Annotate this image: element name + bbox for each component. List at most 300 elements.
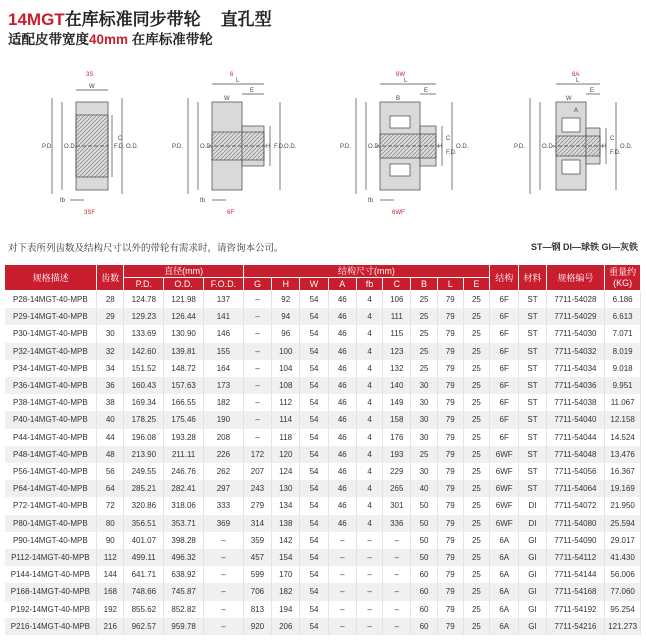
cell-od: 496.32 <box>164 549 204 566</box>
cell-w: 54 <box>300 394 328 411</box>
cell-fb: – <box>356 618 382 635</box>
cell-fod: 155 <box>204 343 244 360</box>
cell-h: 206 <box>272 618 300 635</box>
cell-e: 25 <box>463 446 489 463</box>
cell-part-no: 7711-54030 <box>546 325 605 342</box>
subtitle-post: 在库标准带轮 <box>131 32 213 47</box>
cell-pd: 124.78 <box>124 291 164 309</box>
cell-type: 6F <box>490 429 519 446</box>
cell-material: GI <box>519 601 546 618</box>
cell-fod: 297 <box>204 480 244 497</box>
cell-od: 121.98 <box>164 291 204 309</box>
cell-h: 182 <box>272 583 300 600</box>
dim-label: A <box>574 108 579 114</box>
cell-pd: 151.52 <box>124 360 164 377</box>
cell-fod: – <box>204 532 244 549</box>
cell-pd: 499.11 <box>124 549 164 566</box>
cell-pd: 401.07 <box>124 532 164 549</box>
cell-type: 6WF <box>490 463 519 480</box>
cell-type: 6A <box>490 601 519 618</box>
cell-c: 149 <box>383 394 411 411</box>
cell-part-no: 7711-54072 <box>546 497 605 514</box>
cell-spec: P28-14MGT-40-MPB <box>5 291 97 309</box>
cell-b: 60 <box>411 618 437 635</box>
cell-spec: P112-14MGT-40-MPB <box>5 549 97 566</box>
cell-spec: P192-14MGT-40-MPB <box>5 601 97 618</box>
cell-a: 46 <box>328 360 356 377</box>
cell-material: ST <box>519 343 546 360</box>
cell-b: 30 <box>411 394 437 411</box>
cell-weight: 13.476 <box>605 446 641 463</box>
cell-e: 25 <box>463 291 489 309</box>
cell-w: 54 <box>300 549 328 566</box>
table-row <box>5 291 641 309</box>
cell-a: – <box>328 532 356 549</box>
cell-material: ST <box>519 463 546 480</box>
cell-part-no: 7711-54028 <box>546 291 605 309</box>
cell-w: 54 <box>300 291 328 309</box>
cell-fb: 4 <box>356 497 382 514</box>
cell-l: 79 <box>437 291 463 309</box>
cell-pd: 133.69 <box>124 325 164 342</box>
cell-material: ST <box>519 446 546 463</box>
cell-part-no: 7711-54038 <box>546 394 605 411</box>
cell-c: 115 <box>383 325 411 342</box>
cell-w: 54 <box>300 377 328 394</box>
cell-c: 176 <box>383 429 411 446</box>
cell-a: 46 <box>328 515 356 532</box>
table-row <box>5 583 641 600</box>
cell-weight: 21.950 <box>605 497 641 514</box>
cell-material: GI <box>519 618 546 635</box>
cell-weight: 9.951 <box>605 377 641 394</box>
header-type: 结构 <box>490 265 519 291</box>
header-c: C <box>383 278 411 291</box>
cell-type: 6F <box>490 343 519 360</box>
header-material: 材料 <box>519 265 546 291</box>
header-spec: 规格描述 <box>5 265 97 291</box>
cell-type: 6A <box>490 549 519 566</box>
cell-fod: 146 <box>204 325 244 342</box>
header-w: W <box>300 278 328 291</box>
dim-label: O.D. <box>64 144 77 150</box>
dim-label: H <box>266 144 271 150</box>
cell-a: 46 <box>328 343 356 360</box>
cell-spec: P30-14MGT-40-MPB <box>5 325 97 342</box>
cell-fb: 4 <box>356 446 382 463</box>
cell-c: – <box>383 566 411 583</box>
cell-pd: 249.55 <box>124 463 164 480</box>
dim-label: C <box>610 136 615 142</box>
cell-pd: 320.86 <box>124 497 164 514</box>
cell-g: – <box>243 343 271 360</box>
cell-fb: 4 <box>356 291 382 309</box>
dim-label: O.D. <box>368 144 381 150</box>
cell-teeth: 72 <box>97 497 124 514</box>
table-row <box>5 411 641 428</box>
cell-fod: 369 <box>204 515 244 532</box>
cell-b: 25 <box>411 308 437 325</box>
cell-teeth: 34 <box>97 360 124 377</box>
cell-e: 25 <box>463 308 489 325</box>
cell-g: 706 <box>243 583 271 600</box>
cell-l: 79 <box>437 566 463 583</box>
header-teeth: 齿数 <box>97 265 124 291</box>
cell-material: ST <box>519 429 546 446</box>
cell-l: 79 <box>437 549 463 566</box>
cell-pd: 169.34 <box>124 394 164 411</box>
cell-g: 279 <box>243 497 271 514</box>
cell-h: 118 <box>272 429 300 446</box>
cell-spec: P36-14MGT-40-MPB <box>5 377 97 394</box>
title-text: 在库标准同步带轮 <box>64 10 201 29</box>
cell-e: 25 <box>463 360 489 377</box>
cell-material: DI <box>519 497 546 514</box>
dim-label: P.D. <box>42 144 53 150</box>
cell-l: 79 <box>437 411 463 428</box>
header-od: O.D. <box>164 278 204 291</box>
cell-weight: 29.017 <box>605 532 641 549</box>
pulley-diagram-3s <box>52 90 122 200</box>
cell-material: ST <box>519 377 546 394</box>
cell-part-no: 7711-54080 <box>546 515 605 532</box>
dim-label: O.D. <box>200 144 213 150</box>
cell-spec: P80-14MGT-40-MPB <box>5 515 97 532</box>
dim-label: O.D. <box>126 144 139 150</box>
dim-label: B <box>396 96 401 102</box>
cell-g: 207 <box>243 463 271 480</box>
cell-w: 54 <box>300 308 328 325</box>
cell-w: 54 <box>300 360 328 377</box>
cell-c: – <box>383 601 411 618</box>
cell-b: 30 <box>411 377 437 394</box>
cell-w: 54 <box>300 618 328 635</box>
cell-teeth: 29 <box>97 308 124 325</box>
cell-od: 175.46 <box>164 411 204 428</box>
cell-a: 46 <box>328 429 356 446</box>
cell-weight: 11.067 <box>605 394 641 411</box>
cell-weight: 41.430 <box>605 549 641 566</box>
cell-teeth: 30 <box>97 325 124 342</box>
cell-pd: 178.25 <box>124 411 164 428</box>
cell-h: 134 <box>272 497 300 514</box>
cell-type: 6F <box>490 394 519 411</box>
cell-spec: P38-14MGT-40-MPB <box>5 394 97 411</box>
cell-spec: P72-14MGT-40-MPB <box>5 497 97 514</box>
cell-weight: 121.273 <box>605 618 641 635</box>
title-suffix: 直孔型 <box>220 10 272 29</box>
cell-weight: 56.006 <box>605 566 641 583</box>
cell-c: – <box>383 549 411 566</box>
cell-c: – <box>383 532 411 549</box>
cell-g: – <box>243 308 271 325</box>
table-row <box>5 601 641 618</box>
table-row <box>5 343 641 360</box>
cell-teeth: 44 <box>97 429 124 446</box>
header-weight-label: 重量约 <box>609 266 637 277</box>
cell-part-no: 7711-54112 <box>546 549 605 566</box>
table-row <box>5 566 641 583</box>
cell-l: 79 <box>437 308 463 325</box>
cell-a: 46 <box>328 411 356 428</box>
cell-material: ST <box>519 360 546 377</box>
cell-h: 120 <box>272 446 300 463</box>
cell-h: 130 <box>272 480 300 497</box>
cell-od: 745.87 <box>164 583 204 600</box>
diagram-6a-top-label: 6A <box>572 72 580 78</box>
cell-w: 54 <box>300 532 328 549</box>
cell-od: 353.71 <box>164 515 204 532</box>
dim-label: L <box>404 78 408 84</box>
dim-label: L <box>576 78 580 84</box>
cell-e: 25 <box>463 515 489 532</box>
cell-fb: 4 <box>356 325 382 342</box>
cell-type: 6F <box>490 360 519 377</box>
header-h: H <box>272 278 300 291</box>
cell-teeth: 90 <box>97 532 124 549</box>
cell-type: 6A <box>490 583 519 600</box>
cell-b: 50 <box>411 497 437 514</box>
cell-spec: P44-14MGT-40-MPB <box>5 429 97 446</box>
table-row <box>5 394 641 411</box>
cell-l: 79 <box>437 360 463 377</box>
table-row <box>5 532 641 549</box>
cell-type: 6WF <box>490 480 519 497</box>
dim-label: P.D. <box>340 144 351 150</box>
cell-g: 457 <box>243 549 271 566</box>
cell-c: 111 <box>383 308 411 325</box>
cell-pd: 641.71 <box>124 566 164 583</box>
cell-h: 138 <box>272 515 300 532</box>
cell-a: 46 <box>328 291 356 309</box>
cell-b: 30 <box>411 411 437 428</box>
cell-weight: 77.060 <box>605 583 641 600</box>
cell-fod: – <box>204 566 244 583</box>
cell-l: 79 <box>437 446 463 463</box>
cell-material: ST <box>519 394 546 411</box>
cell-b: 60 <box>411 566 437 583</box>
cell-h: 92 <box>272 291 300 309</box>
dim-label: W <box>566 96 572 102</box>
spec-table-body <box>5 291 641 636</box>
cell-pd: 160.43 <box>124 377 164 394</box>
cell-a: 46 <box>328 463 356 480</box>
cell-e: 25 <box>463 325 489 342</box>
cell-weight: 9.018 <box>605 360 641 377</box>
table-row <box>5 618 641 635</box>
cell-pd: 356.51 <box>124 515 164 532</box>
cell-fod: 182 <box>204 394 244 411</box>
cell-a: – <box>328 601 356 618</box>
cell-part-no: 7711-54192 <box>546 601 605 618</box>
cell-od: 193.28 <box>164 429 204 446</box>
cell-g: 172 <box>243 446 271 463</box>
cell-l: 79 <box>437 480 463 497</box>
cell-od: 246.76 <box>164 463 204 480</box>
header-part-no: 规格编号 <box>546 265 605 291</box>
cell-weight: 25.594 <box>605 515 641 532</box>
cell-od: 139.81 <box>164 343 204 360</box>
cell-l: 79 <box>437 377 463 394</box>
cell-h: 194 <box>272 601 300 618</box>
cell-b: 50 <box>411 515 437 532</box>
cell-teeth: 168 <box>97 583 124 600</box>
cell-g: 243 <box>243 480 271 497</box>
cell-fb: 4 <box>356 429 382 446</box>
table-row <box>5 515 641 532</box>
subtitle-pre: 适配皮带宽度 <box>8 32 89 47</box>
cell-a: 46 <box>328 325 356 342</box>
cell-od: 318.06 <box>164 497 204 514</box>
cell-a: 46 <box>328 377 356 394</box>
table-row <box>5 377 641 394</box>
cell-fb: – <box>356 532 382 549</box>
cell-a: 46 <box>328 497 356 514</box>
cell-fb: 4 <box>356 377 382 394</box>
cell-g: – <box>243 411 271 428</box>
diagram-3s-top-label: 3S <box>86 72 94 78</box>
cell-weight: 95.254 <box>605 601 641 618</box>
page-title <box>8 5 272 30</box>
cell-od: 282.41 <box>164 480 204 497</box>
cell-l: 79 <box>437 601 463 618</box>
cell-part-no: 7711-54032 <box>546 343 605 360</box>
dim-label: E <box>590 88 595 94</box>
cell-h: 104 <box>272 360 300 377</box>
cell-od: 398.28 <box>164 532 204 549</box>
cell-weight: 14.524 <box>605 429 641 446</box>
cell-l: 79 <box>437 618 463 635</box>
cell-w: 54 <box>300 583 328 600</box>
cell-fod: 173 <box>204 377 244 394</box>
cell-a: – <box>328 566 356 583</box>
cell-teeth: 40 <box>97 411 124 428</box>
cell-l: 79 <box>437 515 463 532</box>
cell-fod: 190 <box>204 411 244 428</box>
table-row <box>5 549 641 566</box>
cell-l: 79 <box>437 394 463 411</box>
cell-e: 25 <box>463 549 489 566</box>
cell-w: 54 <box>300 343 328 360</box>
cell-weight: 8.019 <box>605 343 641 360</box>
cell-c: 140 <box>383 377 411 394</box>
cell-c: 106 <box>383 291 411 309</box>
cell-pd: 196.08 <box>124 429 164 446</box>
cell-g: 599 <box>243 566 271 583</box>
cell-g: – <box>243 291 271 309</box>
cell-fod: 141 <box>204 308 244 325</box>
cell-spec: P168-14MGT-40-MPB <box>5 583 97 600</box>
dim-label: fb <box>60 198 66 204</box>
subtitle-width: 40mm <box>89 32 129 47</box>
cell-od: 638.92 <box>164 566 204 583</box>
cell-part-no: 7711-54044 <box>546 429 605 446</box>
dim-label: O.D. <box>620 144 633 150</box>
title-code: 14MGT <box>8 10 65 29</box>
material-legend: ST—钢 DI—球铁 GI—灰铁 <box>530 242 638 252</box>
cell-material: GI <box>519 532 546 549</box>
cell-e: 25 <box>463 497 489 514</box>
cell-w: 54 <box>300 601 328 618</box>
cell-part-no: 7711-54056 <box>546 463 605 480</box>
header-structure: 结构尺寸(mm) <box>243 265 489 278</box>
cell-od: 211.11 <box>164 446 204 463</box>
cell-e: 25 <box>463 394 489 411</box>
dim-label: W <box>224 96 230 102</box>
cell-spec: P40-14MGT-40-MPB <box>5 411 97 428</box>
cell-part-no: 7711-54090 <box>546 532 605 549</box>
table-row <box>5 446 641 463</box>
cell-fb: 4 <box>356 308 382 325</box>
cell-b: 40 <box>411 480 437 497</box>
cell-spec: P48-14MGT-40-MPB <box>5 446 97 463</box>
cell-teeth: 32 <box>97 343 124 360</box>
header-weight-unit: (KG) <box>613 277 633 288</box>
dim-label: O.D. <box>542 144 555 150</box>
cell-b: 50 <box>411 549 437 566</box>
dim-label: F.D. <box>114 144 125 150</box>
cell-a: 46 <box>328 480 356 497</box>
cell-fod: 164 <box>204 360 244 377</box>
cell-h: 154 <box>272 549 300 566</box>
cell-part-no: 7711-54036 <box>546 377 605 394</box>
dim-label: F.D. <box>274 144 285 150</box>
cell-teeth: 80 <box>97 515 124 532</box>
cell-fb: 4 <box>356 394 382 411</box>
cell-c: 193 <box>383 446 411 463</box>
cell-fod: 226 <box>204 446 244 463</box>
cell-c: – <box>383 618 411 635</box>
dim-label: L <box>236 78 240 84</box>
cell-h: 114 <box>272 411 300 428</box>
cell-l: 79 <box>437 497 463 514</box>
cell-c: 132 <box>383 360 411 377</box>
cell-h: 96 <box>272 325 300 342</box>
table-row <box>5 480 641 497</box>
cell-part-no: 7711-54064 <box>546 480 605 497</box>
cell-g: 359 <box>243 532 271 549</box>
cell-e: 25 <box>463 343 489 360</box>
cell-pd: 129.23 <box>124 308 164 325</box>
cell-spec: P32-14MGT-40-MPB <box>5 343 97 360</box>
cell-type: 6WF <box>490 446 519 463</box>
header-e: E <box>463 278 489 291</box>
diagram-6-top-label: 6 <box>230 72 234 78</box>
cell-material: GI <box>519 549 546 566</box>
cell-b: 25 <box>411 446 437 463</box>
cell-w: 54 <box>300 480 328 497</box>
cell-h: 170 <box>272 566 300 583</box>
cell-c: 265 <box>383 480 411 497</box>
cell-w: 54 <box>300 429 328 446</box>
cell-fb: 4 <box>356 343 382 360</box>
header-g: G <box>243 278 271 291</box>
dim-label: fb <box>200 198 206 204</box>
pulley-drawings <box>0 60 646 220</box>
cell-c: 158 <box>383 411 411 428</box>
page-subtitle <box>8 28 213 48</box>
cell-b: 25 <box>411 343 437 360</box>
dim-label: F.D. <box>610 150 621 156</box>
cell-material: ST <box>519 308 546 325</box>
dim-label: E <box>250 88 255 94</box>
cell-spec: P64-14MGT-40-MPB <box>5 480 97 497</box>
pulley-diagram-6a <box>530 84 616 194</box>
cell-spec: P144-14MGT-40-MPB <box>5 566 97 583</box>
cell-pd: 213.90 <box>124 446 164 463</box>
cell-l: 79 <box>437 463 463 480</box>
dim-label: O.D. <box>284 144 297 150</box>
